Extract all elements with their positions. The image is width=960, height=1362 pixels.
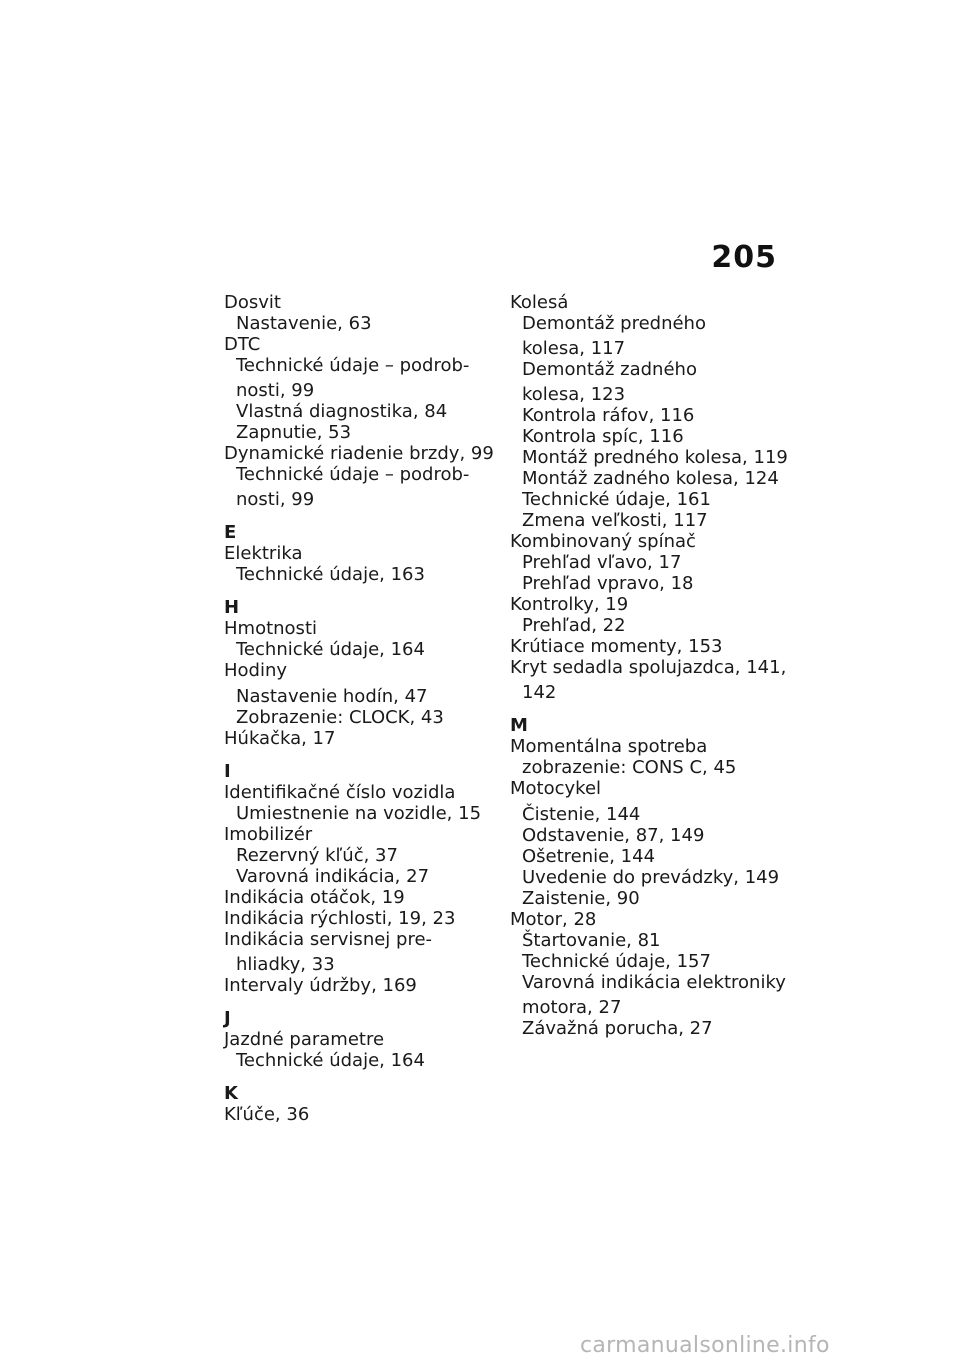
index-subentry: Odstavenie, 87, 149 (522, 825, 705, 846)
index-entry: Indikácia otáčok, 19 (224, 887, 405, 908)
index-subentry-continuation: kolesa, 117 (522, 338, 626, 359)
section-letter-e: E (224, 522, 237, 543)
index-entry: Momentálna spotreba (510, 736, 708, 757)
index-subentry: Uvedenie do prevádzky, 149 (522, 867, 780, 888)
index-entry: Hmotnosti (224, 618, 317, 639)
index-column-left (224, 292, 494, 1125)
index-entry: Motor, 28 (510, 909, 597, 930)
index-subentry: Kontrola ráfov, 116 (522, 405, 695, 426)
watermark: carmanualsonline.info (580, 1333, 830, 1358)
index-subentry: Zaistenie, 90 (522, 888, 640, 909)
page-number: 205 (711, 240, 777, 275)
section-letter-i: I (224, 761, 231, 782)
index-entry: Indikácia servisnej pre- (224, 929, 433, 950)
index-subentry: Prehľad vpravo, 18 (522, 573, 694, 594)
index-subentry: Čistenie, 144 (522, 804, 641, 825)
index-entry: Imobilizér (224, 824, 313, 845)
index-subentry: Kontrola spíc, 116 (522, 426, 684, 447)
index-subentry: Technické údaje, 161 (522, 489, 711, 510)
index-entry: DTC (224, 334, 261, 355)
index-entry: Indikácia rýchlosti, 19, 23 (224, 908, 456, 929)
index-entry-continuation: hliadky, 33 (236, 954, 335, 975)
index-subentry: Závažná porucha, 27 (522, 1018, 713, 1039)
index-entry: Dynamické riadenie brzdy, 99 (224, 443, 494, 464)
index-column-right (510, 292, 810, 1039)
section-letter-m: M (510, 715, 528, 736)
index-subentry: Zapnutie, 53 (236, 422, 352, 443)
index-entry-continuation: 142 (522, 682, 557, 703)
index-subentry: Zmena veľkosti, 117 (522, 510, 708, 531)
index-subentry: Vlastná diagnostika, 84 (236, 401, 448, 422)
index-subentry: Ošetrenie, 144 (522, 846, 656, 867)
index-entry: Kontrolky, 19 (510, 594, 629, 615)
index-subentry: Technické údaje – podrob- (236, 464, 470, 485)
index-subentry: Montáž zadného kolesa, 124 (522, 468, 779, 489)
index-entry: Motocykel (510, 778, 602, 799)
index-subentry: Umiestnenie na vozidle, 15 (236, 803, 482, 824)
index-subentry: Technické údaje, 157 (522, 951, 711, 972)
index-entry: Kolesá (510, 292, 569, 313)
section-letter-j: J (224, 1008, 231, 1029)
index-subentry: Demontáž predného (522, 313, 706, 334)
index-subentry: Prehľad, 22 (522, 615, 626, 636)
index-entry: Húkačka, 17 (224, 728, 336, 749)
index-subentry: zobrazenie: CONS C, 45 (522, 757, 737, 778)
index-entry: Hodiny (224, 660, 288, 681)
index-subentry: Technické údaje, 163 (236, 564, 425, 585)
index-subentry: Technické údaje – podrob- (236, 355, 470, 376)
index-entry: Identifikačné číslo vozidla (224, 782, 456, 803)
index-entry: Jazdné parametre (224, 1029, 385, 1050)
index-entry: Dosvit (224, 292, 281, 313)
index-subentry: Zobrazenie: CLOCK, 43 (236, 707, 444, 728)
index-entry: Kombinovaný spínač (510, 531, 696, 552)
index-subentry: Prehľad vľavo, 17 (522, 552, 682, 573)
index-subentry: Varovná indikácia, 27 (236, 866, 430, 887)
index-subentry: Demontáž zadného (522, 359, 697, 380)
index-subentry: Rezervný kľúč, 37 (236, 845, 398, 866)
section-letter-k: K (224, 1083, 238, 1104)
index-subentry: Nastavenie, 63 (236, 313, 372, 334)
index-subentry: Štartovanie, 81 (522, 930, 661, 951)
index-subentry-continuation: kolesa, 123 (522, 384, 626, 405)
index-subentry: Nastavenie hodín, 47 (236, 686, 428, 707)
index-subentry: Technické údaje, 164 (236, 639, 425, 660)
index-entry: Krútiace momenty, 153 (510, 636, 723, 657)
index-subentry-continuation: motora, 27 (522, 997, 622, 1018)
index-subentry-continuation: nosti, 99 (236, 489, 315, 510)
index-entry: Elektrika (224, 543, 303, 564)
index-subentry: Varovná indikácia elektroniky (522, 972, 786, 993)
section-letter-h: H (224, 597, 240, 618)
index-subentry-continuation: nosti, 99 (236, 380, 315, 401)
index-subentry: Montáž predného kolesa, 119 (522, 447, 788, 468)
index-entry: Intervaly údržby, 169 (224, 975, 417, 996)
index-entry: Kryt sedadla spolujazdca, 141, (510, 657, 787, 678)
index-entry: Kľúče, 36 (224, 1104, 310, 1125)
index-subentry: Technické údaje, 164 (236, 1050, 425, 1071)
